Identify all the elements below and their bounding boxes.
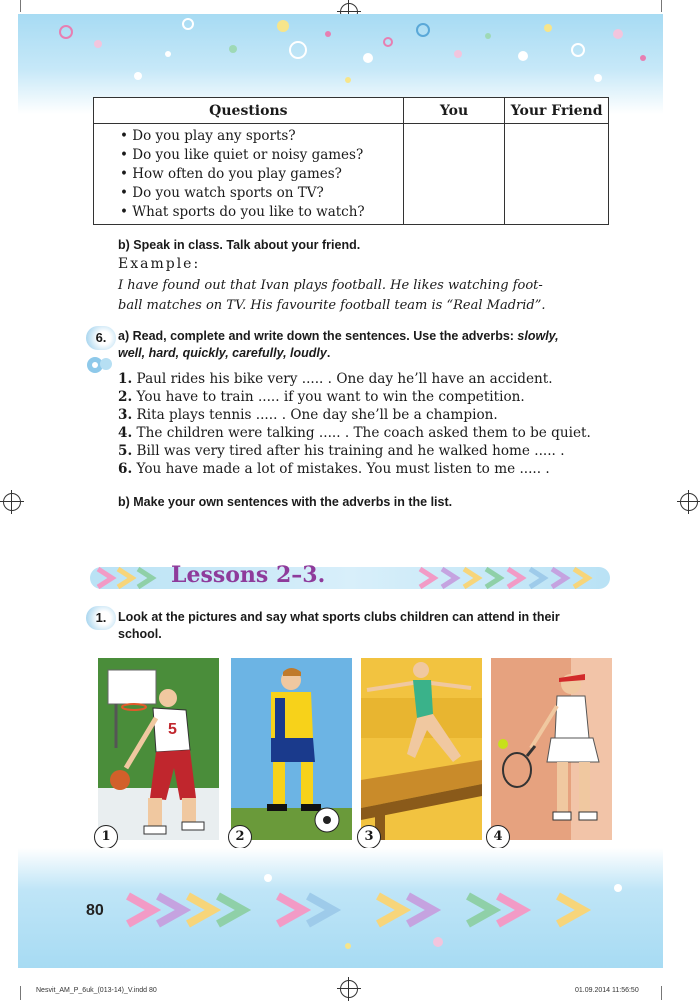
lesson-banner-icon (90, 561, 610, 595)
sentence-item (118, 406, 498, 424)
registration-mark-icon (3, 493, 21, 511)
question-item: • Do you play any sports? (120, 127, 403, 146)
instruction-1-line: Look at the pictures and say what sports clubs children can attend in their (118, 610, 560, 624)
football-player-icon (231, 658, 352, 840)
sentence-number: 2. (118, 389, 133, 405)
footer-file-info: Nesvit_AM_P_6uk_(013-14)_V.indd 80 (36, 987, 157, 994)
example-text-line: I have found out that Ivan plays football. He likes watching foot- (118, 278, 543, 293)
instruction-5b: b) Speak in class. Talk about your friend. (118, 238, 361, 252)
sentence-number: 4. (118, 425, 133, 441)
question-item: • Do you watch sports on TV? (120, 184, 403, 203)
question-item: • What sports do you like to watch? (120, 203, 403, 222)
sentence-number: 3. (118, 407, 133, 423)
picture-number: 3 (357, 825, 381, 849)
sentence-item (118, 388, 525, 406)
basketball-player-icon (98, 658, 219, 840)
table-header-your-friend: Your Friend (505, 98, 609, 124)
sentence-number: 1. (118, 371, 133, 387)
sentence-text: You have to train ..... if you want to win the competition. (136, 389, 525, 405)
questions-cell (94, 124, 404, 225)
adverb-list-start: slowly, (517, 329, 559, 343)
sentence-number: 6. (118, 461, 133, 477)
chevron-decoration-icon (18, 848, 663, 968)
instruction-6a-end: . (326, 346, 331, 360)
table-header-you: You (403, 98, 505, 124)
example-text-line: ball matches on TV. His favourite football team is “Real Madrid”. (118, 298, 546, 313)
you-answer-cell (403, 124, 505, 225)
tennis-player-icon (491, 658, 612, 840)
friend-answer-cell (505, 124, 609, 225)
picture-number: 1 (94, 825, 118, 849)
exercise-number-badge: 6. (86, 326, 116, 350)
registration-mark-icon (340, 980, 358, 998)
instruction-6a-adverbs (118, 346, 330, 360)
sentence-item (118, 460, 550, 478)
picture-football (231, 658, 352, 840)
instruction-6b: b) Make your own sentences with the adverbs in the list. (118, 495, 453, 509)
example-label: Example: (118, 256, 201, 272)
picture-tennis (491, 658, 612, 840)
crop-mark (661, 986, 662, 1000)
picture-number: 2 (228, 825, 252, 849)
bottom-decorative-banner (18, 848, 663, 968)
gymnast-icon (361, 658, 482, 840)
page-number: 80 (86, 902, 104, 919)
table-header-questions: Questions (94, 98, 404, 124)
question-item: • How often do you play games? (120, 165, 403, 184)
crop-mark (20, 986, 21, 1000)
registration-mark-icon (680, 493, 698, 511)
survey-table (93, 97, 609, 225)
instruction-1-line: school. (118, 627, 162, 641)
sentence-text: You have made a lot of mistakes. You must listen to me ..... . (136, 461, 550, 477)
lesson-title: Lessons 2–3. (171, 562, 326, 588)
sentence-text: Bill was very tired after his training and he walked home ..... . (136, 443, 565, 459)
question-item: • Do you like quiet or noisy games? (120, 146, 403, 165)
sentence-text: The children were talking ..... . The coach asked them to be quiet. (136, 425, 591, 441)
footer-date: 01.09.2014 11:56:50 (575, 987, 639, 994)
picture-basketball (98, 658, 219, 840)
crop-mark (661, 0, 662, 12)
instruction-6a (118, 329, 559, 343)
sentence-item (118, 424, 591, 442)
exercise-number-badge: 1. (86, 606, 116, 630)
crop-mark (20, 0, 21, 12)
sentence-item (118, 442, 565, 460)
listen-write-icon (86, 352, 114, 378)
picture-gymnastics (361, 658, 482, 840)
adverb-list: well, hard, quickly, carefully, loudly (118, 346, 327, 360)
svg-text:5: 5 (168, 721, 177, 738)
sentence-text: Rita plays tennis ..... . One day she’ll be a champion. (136, 407, 498, 423)
sentence-text: Paul rides his bike very ..... . One day he’ll have an accident. (136, 371, 553, 387)
sentence-number: 5. (118, 443, 133, 459)
picture-number: 4 (486, 825, 510, 849)
sentence-item (118, 370, 553, 388)
instruction-6a-text: a) Read, complete and write down the sentences. Use the adverbs: (118, 329, 518, 343)
